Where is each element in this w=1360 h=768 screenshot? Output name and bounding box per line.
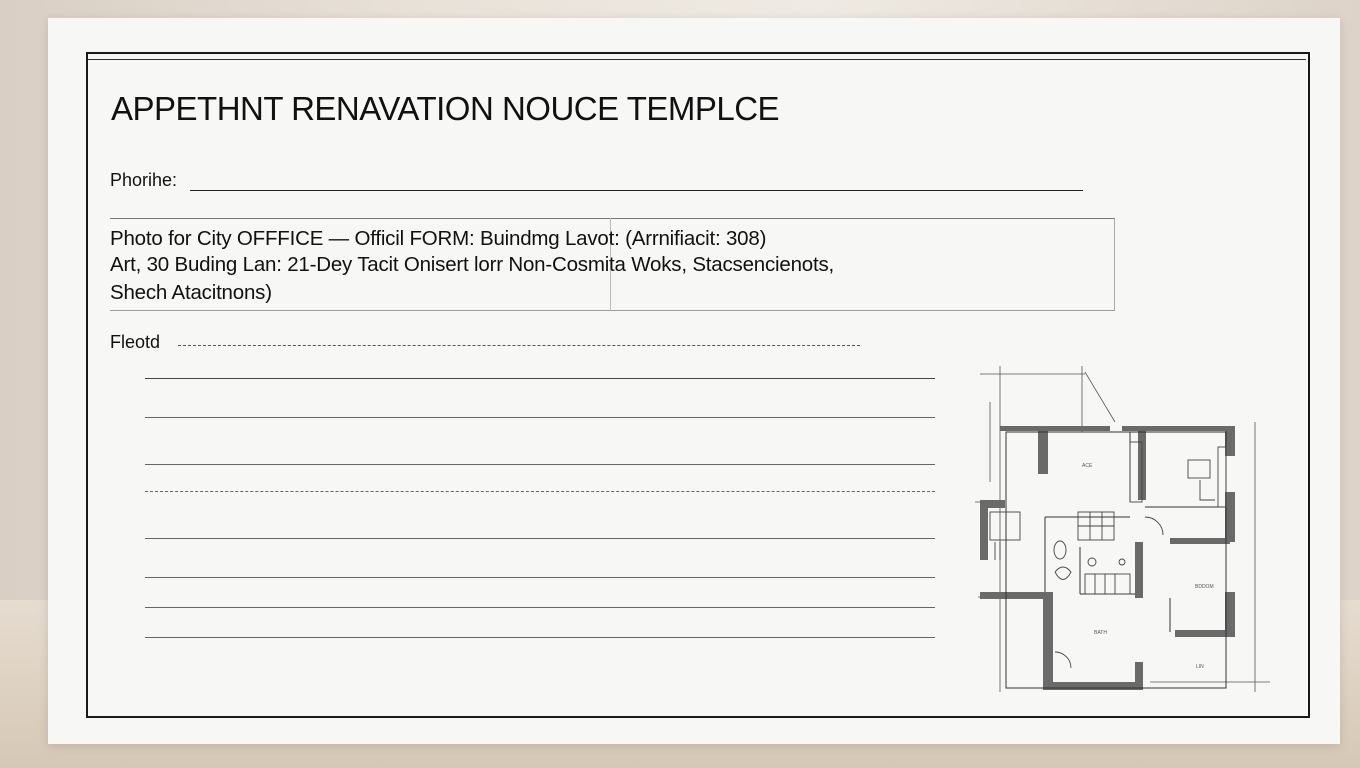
room-label: LIN (1196, 664, 1204, 670)
form-border-inner-line (88, 59, 1306, 60)
phone-field-line[interactable] (190, 190, 1083, 191)
field-dotted-line[interactable] (178, 345, 860, 346)
field-label: Fleotd (110, 332, 161, 352)
floor-plan-drawing (970, 362, 1280, 702)
room-label: BDDOM (1195, 584, 1214, 590)
thick-walls (980, 426, 1235, 690)
writing-line[interactable] (145, 464, 935, 465)
info-line-2: Art, 30 Buding Lan: 21-Dey Tacit Onisert lorr Non-Cosmita Woks, Stacsencienots, (110, 253, 835, 276)
writing-line[interactable] (145, 538, 935, 539)
writing-line[interactable] (145, 577, 935, 578)
writing-line[interactable] (145, 417, 935, 418)
writing-line[interactable] (145, 607, 935, 608)
room-label: ACE (1082, 463, 1093, 469)
info-line-1: Photo for City OFFFICE — Officil FORM: Buindmg Lavot: (Arrnifiacit: 308) (110, 227, 767, 250)
writing-line[interactable] (145, 491, 935, 492)
room-label: BATH (1094, 630, 1107, 636)
phone-label: Phorihe: (110, 170, 178, 190)
form-title: APPETHNT RENAVATION NOUCE TEMPLCE (111, 90, 780, 127)
room-labels (1082, 463, 1214, 670)
writing-line[interactable] (145, 637, 935, 638)
writing-line[interactable] (145, 378, 935, 379)
info-line-3: Shech Atacitnons) (110, 281, 272, 304)
